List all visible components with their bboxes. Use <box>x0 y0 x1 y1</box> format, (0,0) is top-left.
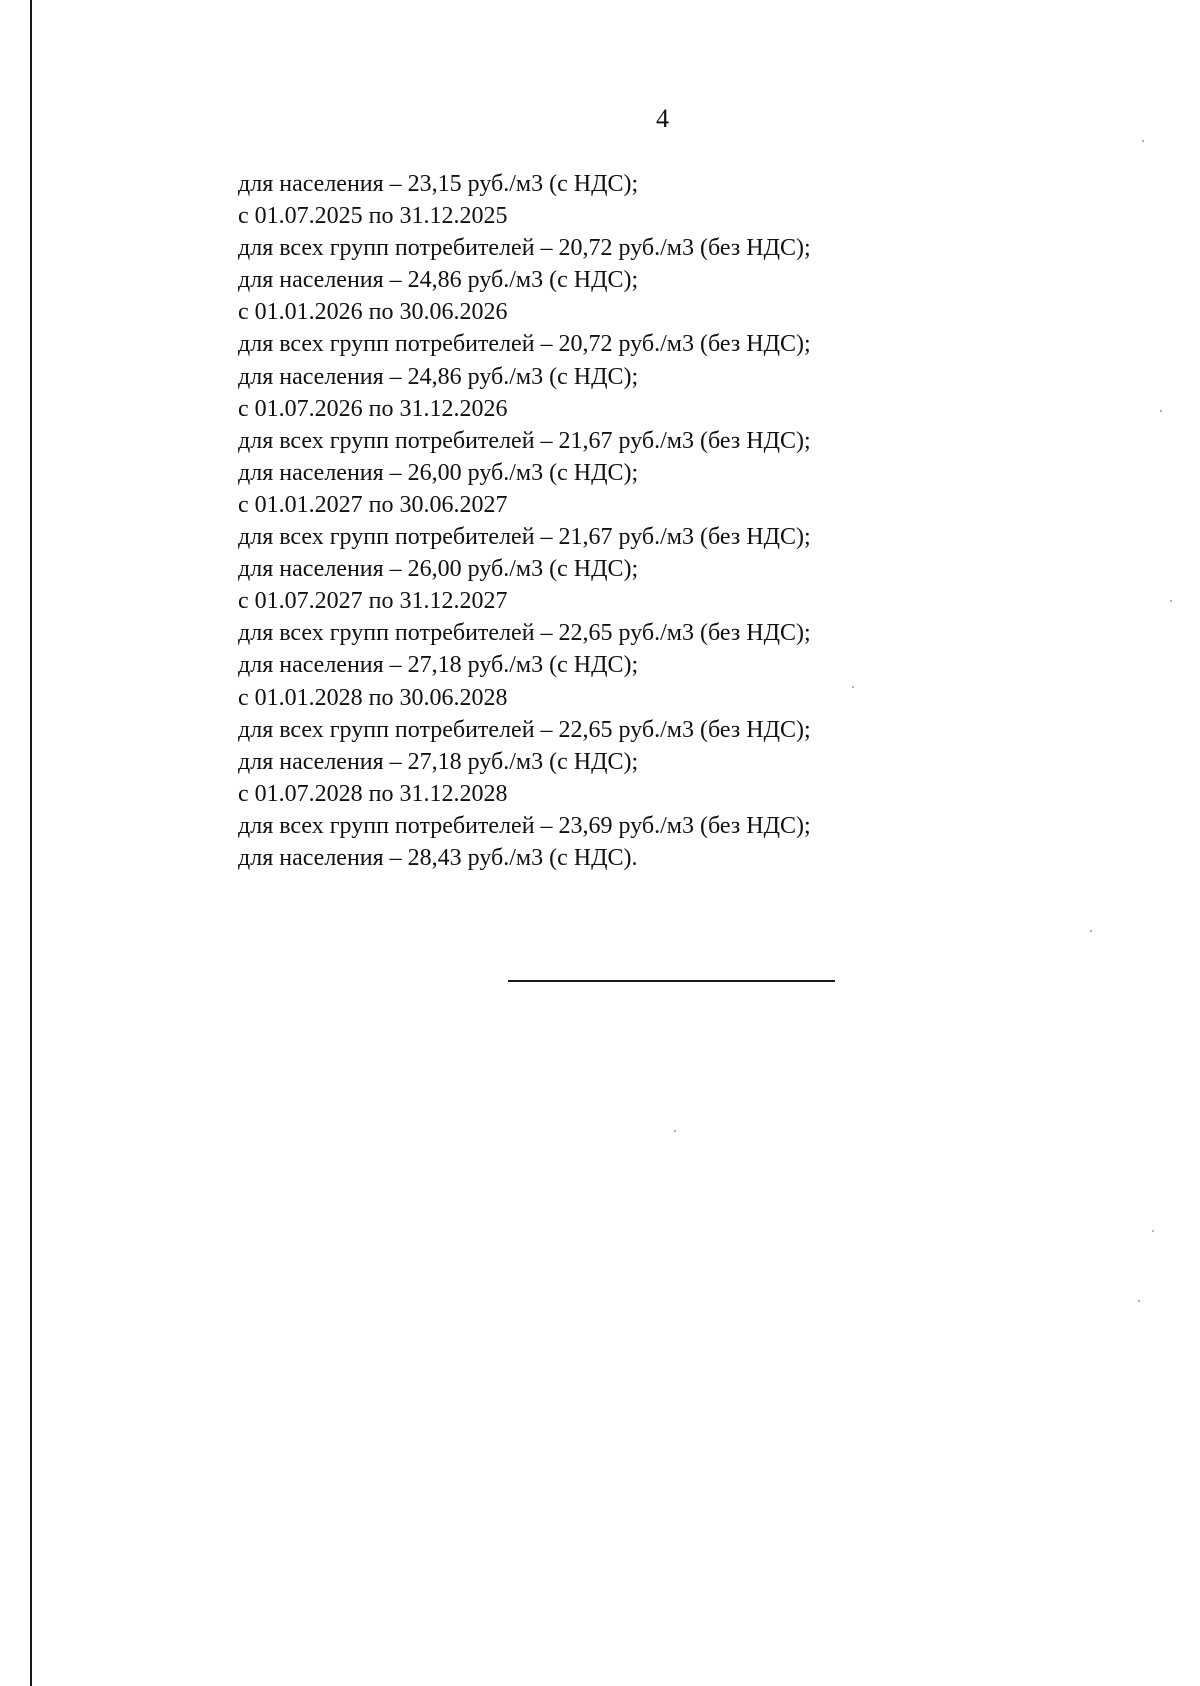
scan-speck <box>1090 930 1092 932</box>
text-line: с 01.01.2028 по 30.06.2028 <box>238 684 508 711</box>
tariff-list <box>238 168 878 874</box>
text-line: для населения – 27,18 руб./м3 (с НДС); <box>238 652 639 679</box>
text-line: для населения – 28,43 руб./м3 (с НДС). <box>238 844 638 871</box>
text-line: для всех групп потребителей – 22,65 руб./м3 (без НДС); <box>238 716 811 743</box>
scan-speck <box>1138 1300 1140 1302</box>
text-line: с 01.07.2027 по 31.12.2027 <box>238 588 508 615</box>
text-line: для всех групп потребителей – 20,72 руб./м3 (без НДС); <box>238 331 811 358</box>
text-line: для населения – 26,00 руб./м3 (с НДС); <box>238 459 639 486</box>
text-line: для всех групп потребителей – 21,67 руб./м3 (без НДС); <box>238 427 811 454</box>
scan-left-edge <box>30 0 32 1686</box>
text-line: для всех групп потребителей – 21,67 руб./м3 (без НДС); <box>238 524 811 551</box>
text-line: с 01.01.2026 по 30.06.2026 <box>238 299 508 326</box>
text-line: для населения – 23,15 руб./м3 (с НДС); <box>238 171 639 197</box>
text-line: для населения – 24,86 руб./м3 (с НДС); <box>238 267 639 294</box>
scan-speck <box>674 1130 676 1132</box>
text-line: для всех групп потребителей – 22,65 руб./м3 (без НДС); <box>238 620 811 647</box>
text-line: с 01.07.2026 по 31.12.2026 <box>238 395 508 422</box>
closing-rule <box>508 980 835 982</box>
scan-speck <box>1170 600 1172 602</box>
scan-speck <box>1152 1230 1154 1232</box>
text-line: для всех групп потребителей – 23,69 руб./м3 (без НДС); <box>238 812 811 839</box>
scan-speck <box>1160 410 1162 412</box>
text-line: с 01.07.2028 по 31.12.2028 <box>238 780 508 807</box>
scan-speck <box>1142 140 1144 142</box>
text-line: с 01.07.2025 по 31.12.2025 <box>238 203 508 230</box>
page-number: 4 <box>656 104 669 133</box>
scan-speck <box>852 686 854 688</box>
text-line: для населения – 24,86 руб./м3 (с НДС); <box>238 363 639 390</box>
text-line: с 01.01.2027 по 30.06.2027 <box>238 491 508 518</box>
text-line: для всех групп потребителей – 20,72 руб./м3 (без НДС); <box>238 235 811 262</box>
text-line: для населения – 26,00 руб./м3 (с НДС); <box>238 556 639 583</box>
text-line: для населения – 27,18 руб./м3 (с НДС); <box>238 748 639 775</box>
